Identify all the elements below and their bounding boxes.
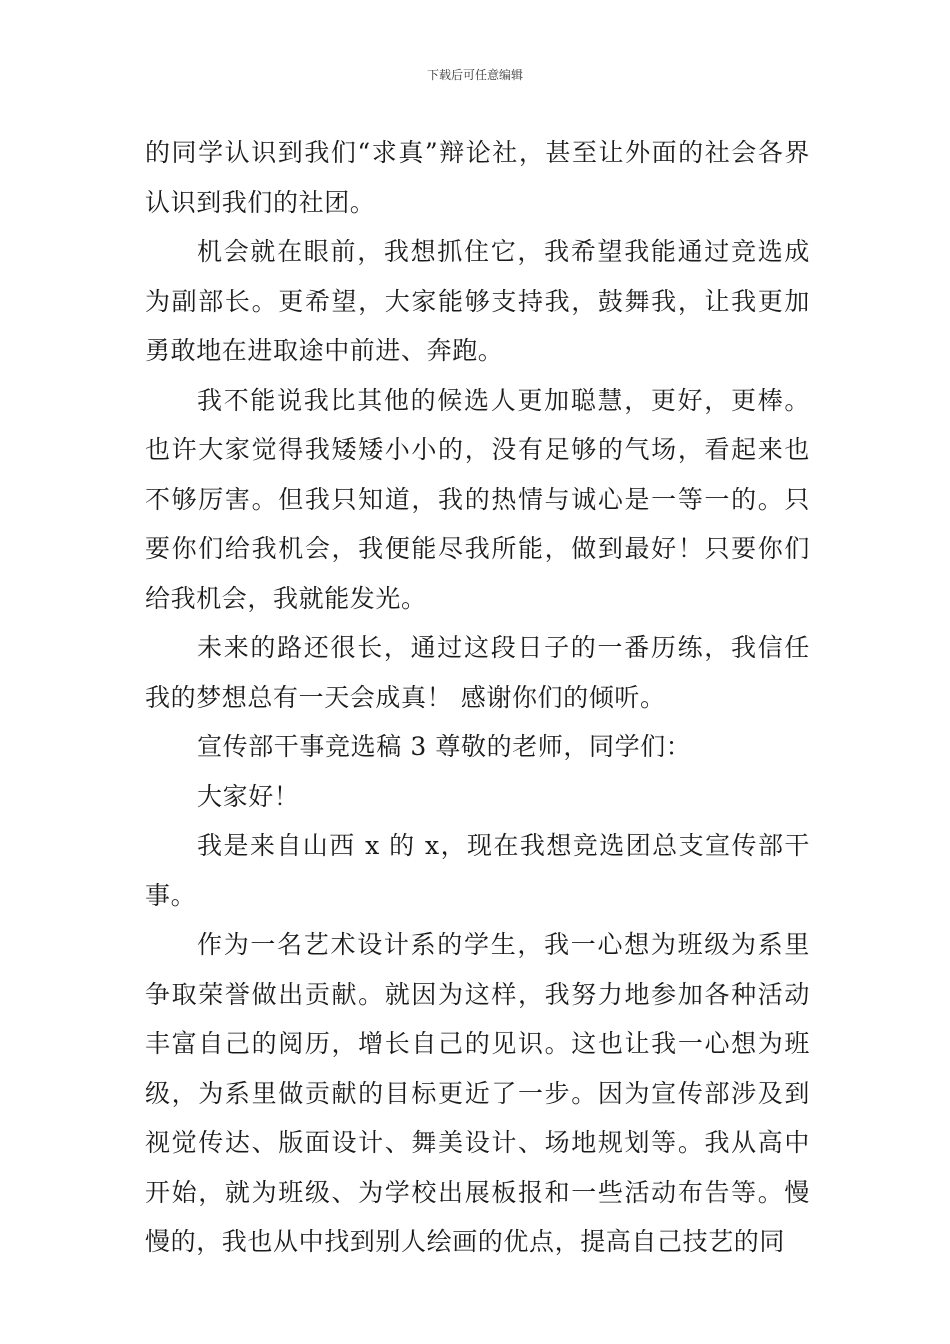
paragraph: 我是来自山西 x 的 x，现在我想竞选团总支宣传部干事。 [145, 831, 810, 910]
paragraph: 我不能说我比其他的候选人更加聪慧，更好，更棒。也许大家觉得我矮矮小小的，没有足够的气场，看起来也不够厉害。但我只知道，我的热情与诚心是一等一的。只要你们给我机会，我便能尽我所能，做到最好！只要你们给我机会，我就能发光。 [145, 385, 810, 613]
paragraph: 机会就在眼前，我想抓住它，我希望我能通过竞选成为副部长。更希望，大家能够支持我，鼓舞我，让我更加勇敢地在进取途中前进、奔跑。 [145, 237, 810, 365]
paragraph: 宣传部干事竞选稿 3 尊敬的老师，同学们： [197, 732, 692, 761]
paragraph: 大家好！ [197, 781, 300, 811]
paragraph: 未来的路还很长，通过这段日子的一番历练，我信任我的梦想总有一天会成真！ 感谢你们的倾听。 [145, 633, 810, 712]
page-header: 下载后可任意编辑 [426, 68, 523, 82]
paragraph: 的同学认识到我们“求真”辩论社，甚至让外面的社会各界认识到我们的社团。 [145, 138, 810, 217]
paragraph: 作为一名艺术设计系的学生，我一心想为班级为系里争取荣誉做出贡献。就因为这样，我努力地参加各种活动丰富自己的阅历，增长自己的见识。这也让我一心想为班级，为系里做贡献的目标更近了一步。因为宣传部涉及到视觉传达、版面设计、舞美设计、场地规划等。我从高中开始，就为班级、为学校出展板报和一些活动布告等。慢慢的，我也从中找到别人绘画的优点，提高自己技艺的同 [145, 930, 810, 1256]
document-body [145, 128, 810, 1267]
